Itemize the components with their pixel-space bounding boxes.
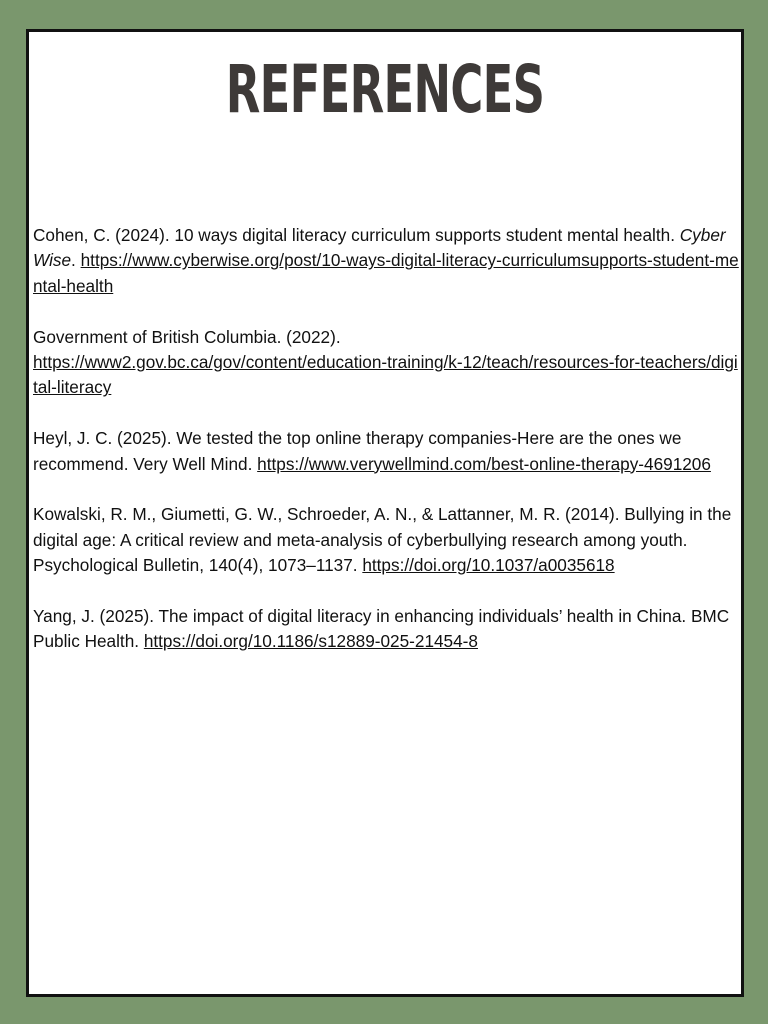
reference-item-kowalski — [33, 502, 739, 578]
references-card — [26, 29, 744, 997]
reference-text-after: . — [71, 250, 81, 271]
reference-link[interactable]: https://www2.gov.bc.ca/gov/content/education-training/k-12/teach/resources-for-teachers/digital-literacy — [33, 352, 738, 398]
reference-source: Cyber Wise — [33, 225, 726, 271]
reference-text: Cohen, C. (2024). 10 ways digital literacy curriculum supports student mental health. — [33, 225, 680, 245]
reference-text: Heyl, J. C. (2025). We tested the top online therapy companies-Here are the ones we recommend. Very Well Mind. — [33, 428, 682, 474]
reference-link[interactable]: https://doi.org/10.1186/s12889-025-21454-8 — [143, 631, 478, 652]
reference-link[interactable]: https://doi.org/10.1037/a0035618 — [362, 555, 615, 576]
page-title: REFERENCES — [225, 51, 545, 128]
reference-item-heyl — [33, 426, 739, 477]
reference-text: Government of British Columbia. (2022). — [33, 326, 341, 347]
reference-list — [33, 223, 739, 680]
reference-item-cohen — [33, 223, 739, 299]
reference-text: Kowalski, R. M., Giumetti, G. W., Schroeder, A. N., & Lattanner, M. R. (2014). Bullying in the digital age: A critical review and meta-analysis of cyberbullying research among youth. Psychological Bulletin, 140(4), 1073–1137. — [33, 504, 732, 576]
reference-text: Yang, J. (2025). The impact of digital literacy in enhancing individuals’ health in China. BMC Public Health. — [33, 606, 730, 652]
reference-link[interactable]: https://www.cyberwise.org/post/10-ways-digital-literacy-curriculumsupports-student-mental-health — [33, 250, 739, 296]
reference-item-yang — [33, 604, 739, 655]
reference-link[interactable]: https://www.verywellmind.com/best-online-therapy-4691206 — [257, 453, 711, 474]
reference-item-bc-government — [33, 325, 739, 401]
